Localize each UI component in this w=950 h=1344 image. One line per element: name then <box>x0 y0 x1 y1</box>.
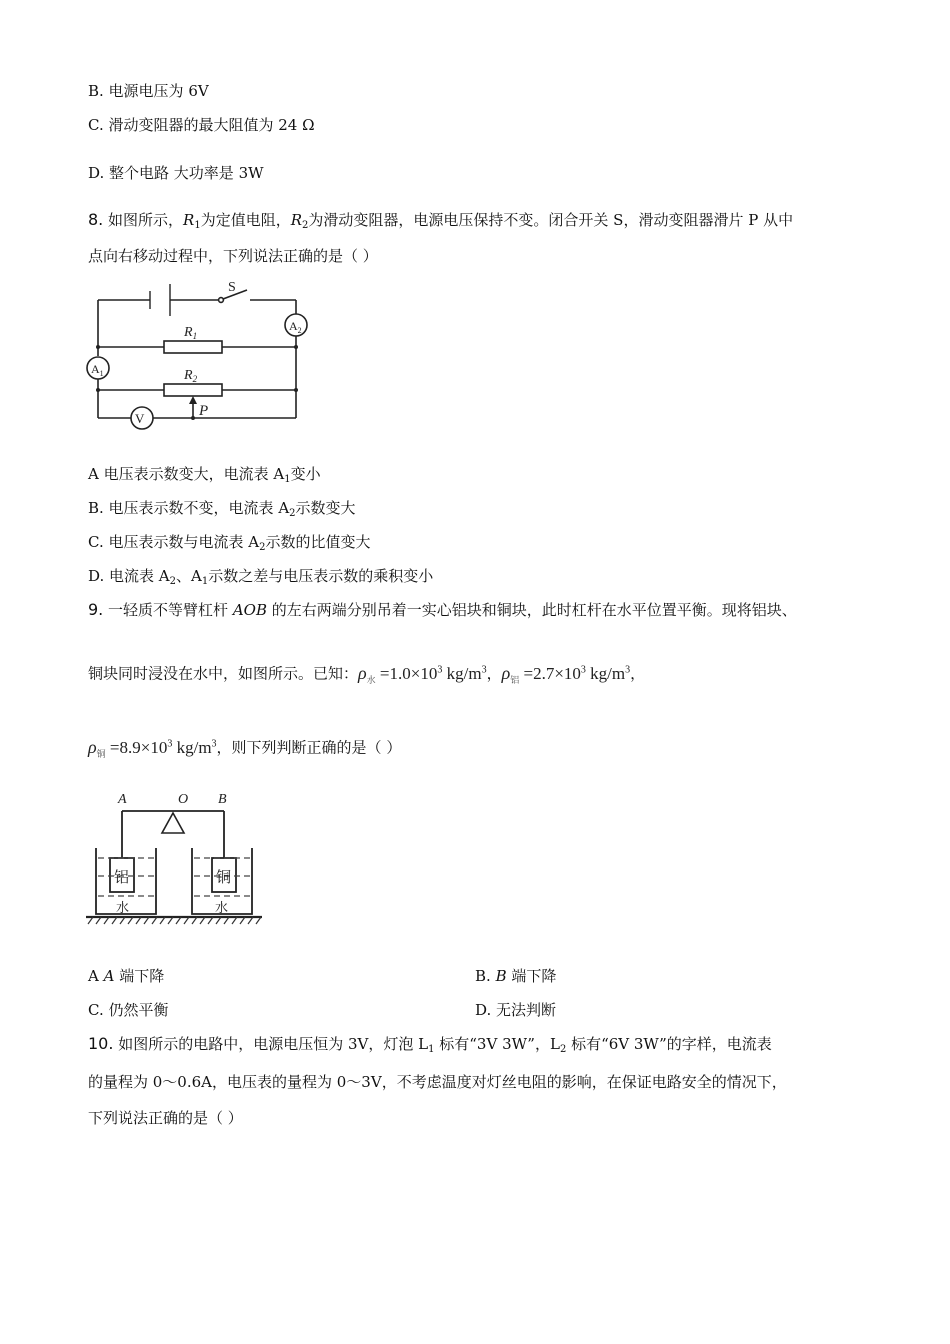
svg-text:R1: $R_1$ <box>184 325 198 341</box>
q10-stem-line1: 10. 如图所示的电路中，电源电压恒为 3V，灯泡 $L_1$ 标有“3V 3W”，$L_2$ 标有“6V 3W”的字样，电流表 <box>88 1034 772 1055</box>
q9-lever-diagram <box>84 786 266 932</box>
q8-option-b: B. 电压表示数不变，电流表 $A_2$示数变大 <box>88 499 356 519</box>
switch-label: S <box>228 280 236 295</box>
q9-stem-line1: 9. 一轻质不等臂杠杆 AOB 的左右两端分别吊着一实心铝块和铜块，此时杠杆在水平位置平衡。现将铝块、 <box>88 600 797 619</box>
svg-text:A1: $A_1$ <box>91 362 104 378</box>
svg-text:R2: $R_2$ <box>184 368 198 384</box>
resistor-r2-label: R <box>184 368 193 383</box>
lever-label-a: A <box>118 792 127 807</box>
rho-copper-formula: $\rho_铜 =8.9\times 10^3$ $kg/m^3$ <box>88 736 217 759</box>
rho-aluminum-formula: $\rho_铝 =2.7\times 10^3$ $kg/m^3$ <box>501 662 631 685</box>
aluminum-block-label: 铝 <box>114 870 130 886</box>
copper-block-label: 铜 <box>216 870 232 886</box>
q7-option-d: D. 整个电路 大功率是 3W <box>88 164 264 182</box>
q7-option-c: C. 滑动变阻器的最大阻值为 24 Ω <box>88 116 315 134</box>
q9-option-a: A A 端下降 <box>88 967 165 985</box>
water-label-left: 水 <box>116 900 130 915</box>
ammeter-a2-label: A <box>289 319 298 333</box>
q9-option-d: D. 无法判断 <box>475 1001 557 1019</box>
water-label-right: 水 <box>215 900 229 915</box>
q8-stem-line1: 8. 如图所示，$R_1$为定值电阻，$R_2$为滑动变阻器，电源电压保持不变。闭合开关 S，滑动变阻器滑片 P 从中 <box>88 210 794 231</box>
voltmeter-label: V <box>135 411 145 426</box>
q9-option-c: C. 仍然平衡 <box>88 1001 169 1019</box>
q8-stem-line2: 点向右移动过程中，下列说法正确的是（ ） <box>88 247 378 265</box>
rho-water-formula: $\rho_水 =1.0\times 10^3$ $kg/m^3$ <box>358 662 487 685</box>
q9-stem-line3: $\rho_铜 =8.9\times 10^3$ $kg/m^3$，则下列判断正确的是（ ） <box>88 736 402 759</box>
q8-option-d: D. 电流表 $A_2$、$A_1$示数之差与电压表示数的乘积变小 <box>88 567 434 587</box>
q9-stem-line2: 铜块同时浸没在水中，如图所示。已知：$\rho_水 =1.0\times 10^3$ $kg/m^3$，$\rho_铝 =2.7\times 10^3$ $kg/m^3$， <box>88 662 646 685</box>
q10-stem-line3: 下列说法正确的是（ ） <box>88 1109 243 1127</box>
ammeter-a1-label: A <box>91 362 100 376</box>
fulcrum-icon <box>162 813 184 833</box>
slider-p-label: P <box>199 403 209 419</box>
slider-arrow-icon <box>189 396 197 404</box>
q8-circuit-diagram <box>84 278 314 438</box>
q8-option-c: C. 电压表示数与电流表 $A_2$示数的比值变大 <box>88 533 371 553</box>
resistor-r1-label: R <box>184 325 193 340</box>
q10-stem-line2: 的量程为 0～0.6A，电压表的量程为 0～3V，不考虑温度对灯丝电阻的影响，在保证电路安全的情况下， <box>88 1073 787 1091</box>
svg-text:A2: $A_2$ <box>289 319 302 335</box>
q9-number: 9. <box>88 600 104 619</box>
q7-option-b: B. 电源电压为 6V <box>88 82 209 100</box>
lever-label-o: O <box>178 792 189 807</box>
lever-label-b: B <box>218 792 227 807</box>
q8-number: 8. <box>88 210 104 229</box>
q9-option-b: B. B 端下降 <box>475 967 557 985</box>
q8-option-a: A 电压表示数变大，电流表 $A_1$变小 <box>88 465 321 485</box>
q10-number: 10. <box>88 1034 114 1053</box>
